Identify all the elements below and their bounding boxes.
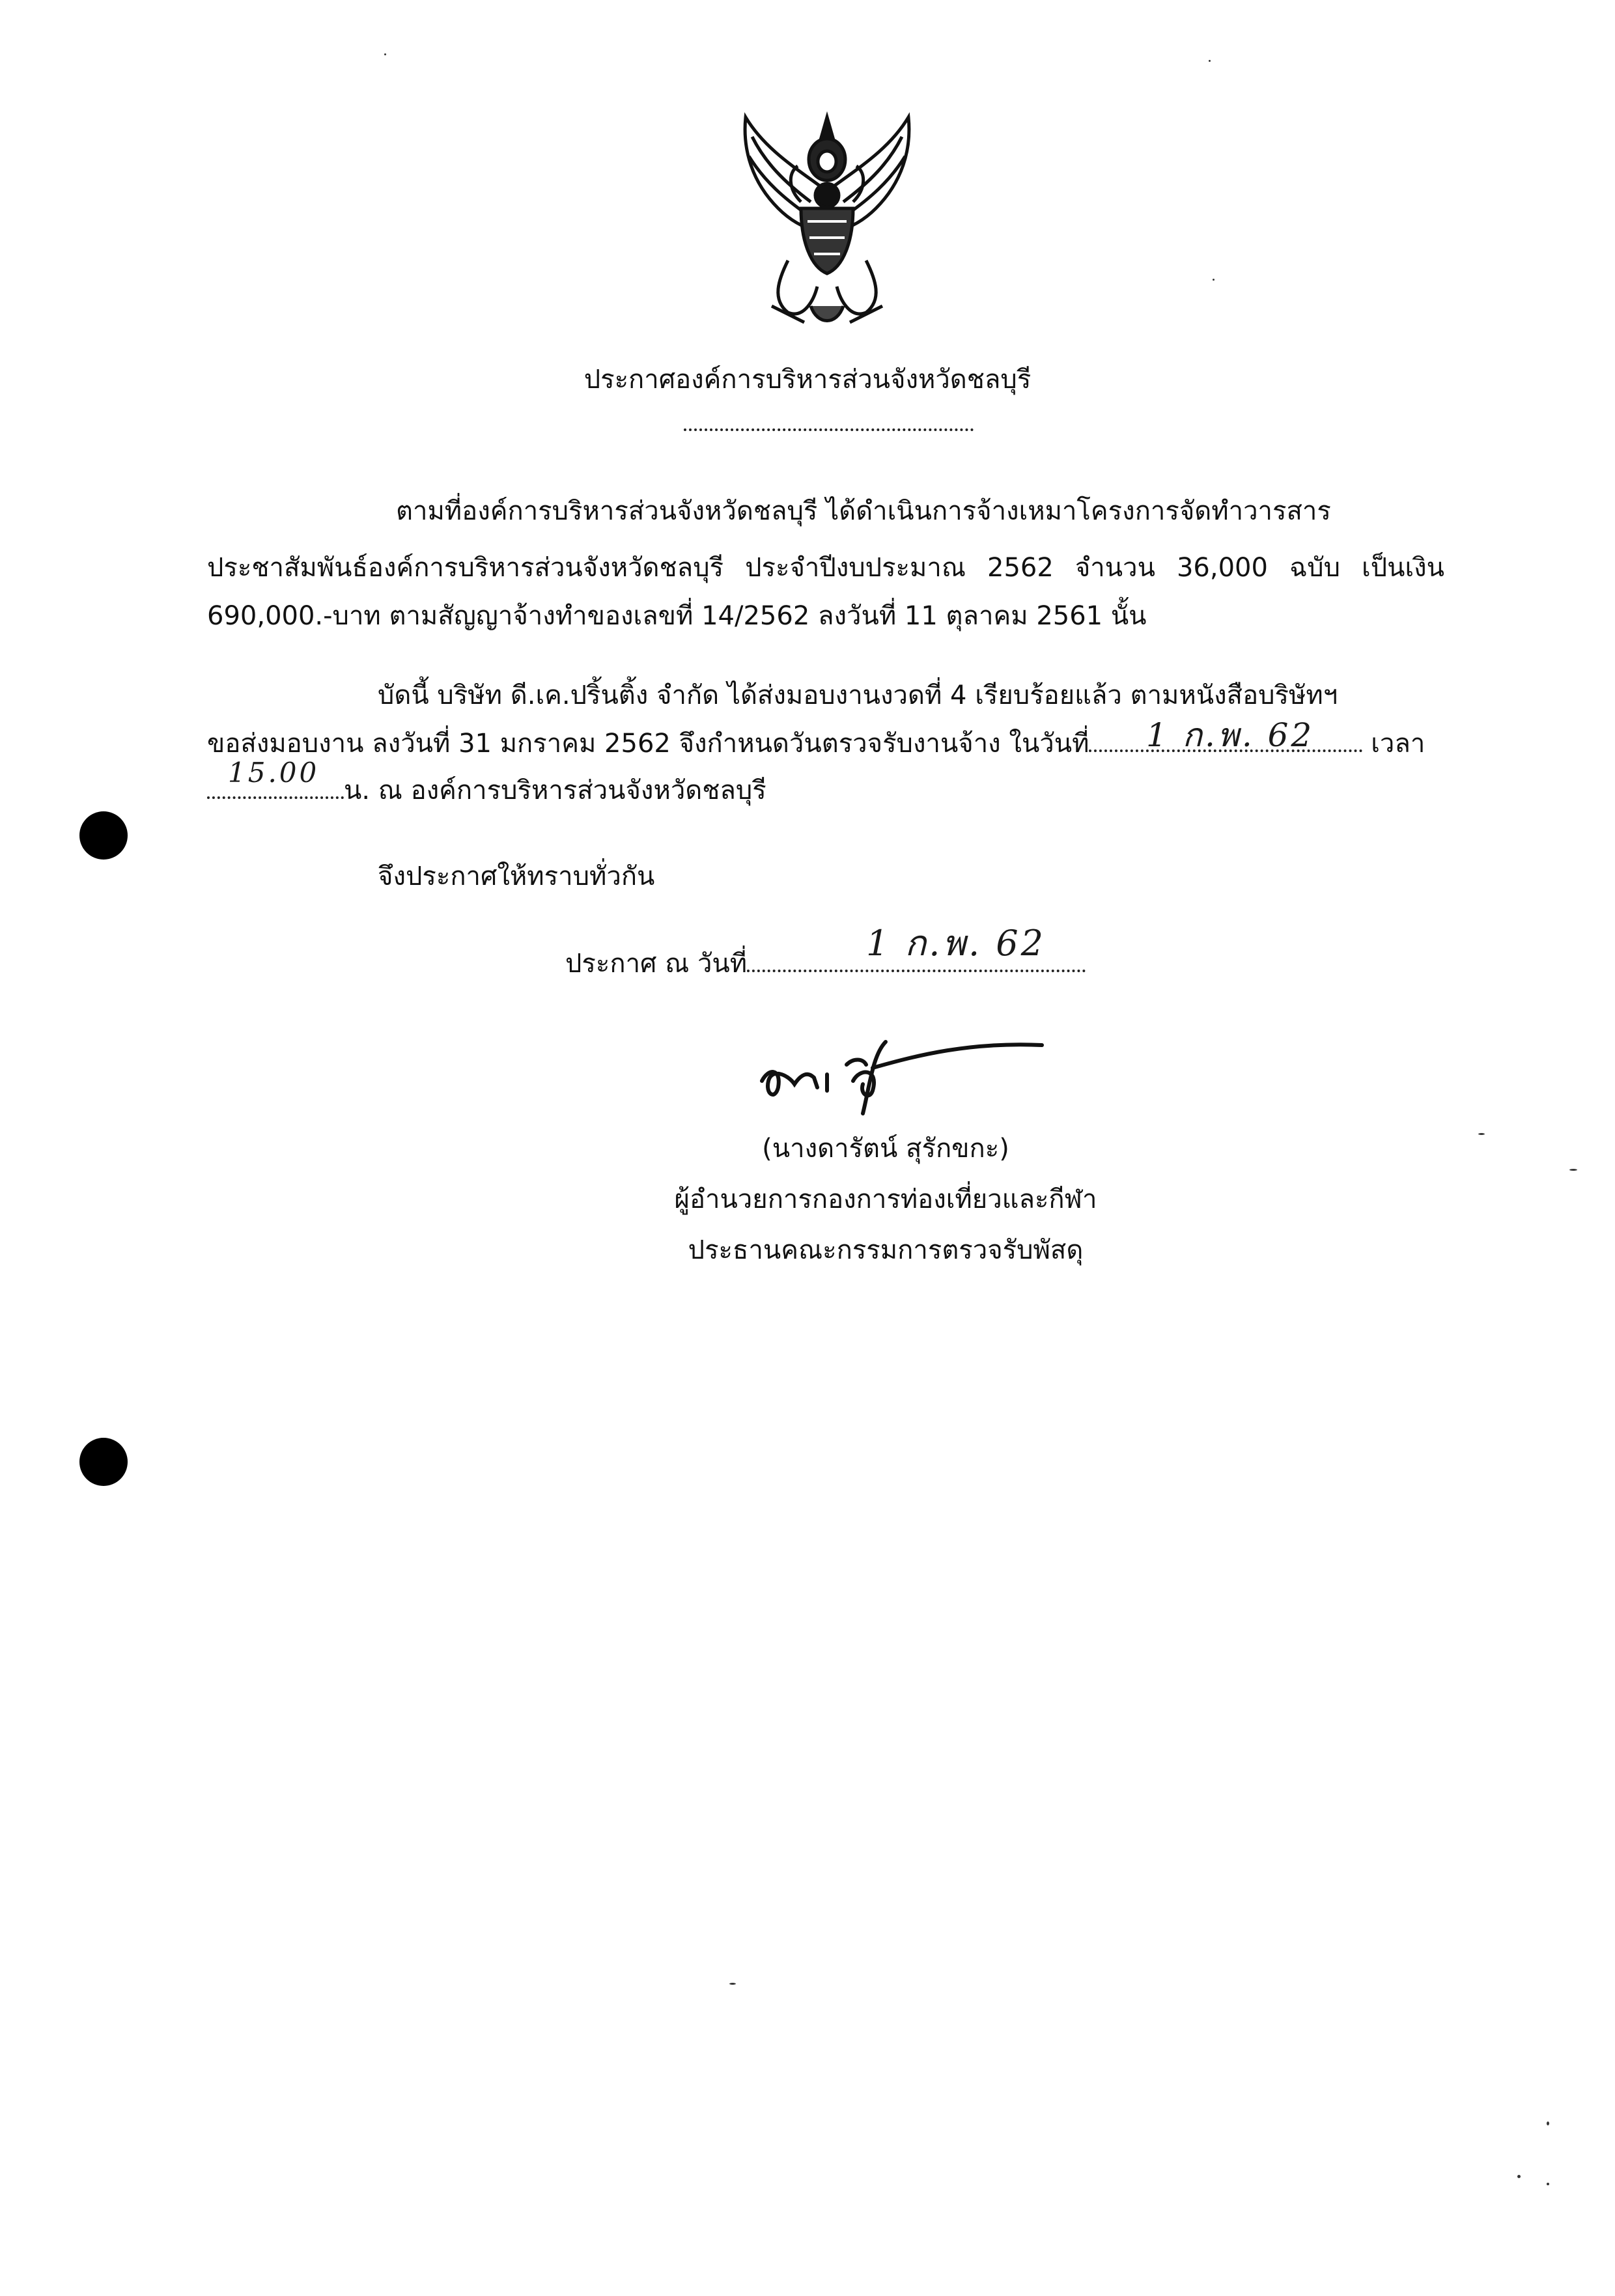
scan-speck (1569, 1169, 1577, 1171)
paragraph1-line3: 690,000.-บาท ตามสัญญาจ้างทำของเลขที่ 14/2562 ลงวันที่ 11 ตุลาคม 2561 นั้น (207, 601, 1147, 631)
scan-speck (1478, 1133, 1485, 1135)
signatory-position2: ประธานคณะกรรมการตรวจรับพัสดุ (688, 1235, 1084, 1265)
scan-speck (729, 1983, 736, 1985)
scan-speck (1517, 2175, 1521, 2178)
paragraph2-line3-text: น. ณ องค์การบริหารส่วนจังหวัดชลบุรี (344, 776, 766, 805)
handwritten-announce-date: 1 ก.พ. 62 (866, 923, 1046, 964)
scan-speck (1213, 279, 1215, 281)
paragraph2-line1: บัดนี้ บริษัท ดี.เค.ปริ้นติ้ง จำกัด ได้ส่งมอบงานงวดที่ 4 เรียบร้อยแล้ว ตามหนังสือบริษัทฯ (378, 680, 1338, 710)
binder-hole-bottom (79, 1438, 128, 1486)
handwritten-inspection-time: 15.00 (228, 757, 320, 789)
garuda-emblem-icon (726, 111, 928, 332)
document-title: ประกาศองค์การบริหารส่วนจังหวัดชลบุรี (583, 365, 1032, 395)
scan-speck (384, 53, 386, 55)
announce-date-label: ประกาศ ณ วันที่ (565, 949, 748, 979)
scan-speck (1547, 2121, 1549, 2125)
paragraph2-line3 (207, 772, 1444, 809)
paragraph1-line1: ตามที่องค์การบริหารส่วนจังหวัดชลบุรี ได้ดำเนินการจ้างเหมาโครงการจัดทำวารสาร (396, 496, 1331, 526)
closing-text: จึงประกาศให้ทราบทั่วกัน (378, 861, 655, 891)
scan-speck (1209, 60, 1211, 62)
binder-hole-top (79, 811, 128, 860)
paragraph2-line2-text: ขอส่งมอบงาน ลงวันที่ 31 มกราคม 2562 จึงกำหนดวันตรวจรับงานจ้าง ในวันที่ (207, 729, 1089, 759)
paragraph2-line2-suffix: เวลา (1371, 729, 1425, 759)
title-dotted-rule (684, 428, 974, 431)
signature-icon (749, 1029, 1048, 1120)
scan-speck (1547, 2183, 1549, 2185)
paragraph1-line2: ประชาสัมพันธ์องค์การบริหารส่วนจังหวัดชลบุรี ประจำปีงบประมาณ 2562 จำนวน 36,000 ฉบับ เป็นเงิน (207, 553, 1444, 583)
signatory-position1: ผู้อำนวยการกองการท่องเที่ยวและกีฬา (674, 1184, 1097, 1214)
handwritten-inspection-date: 1 ก.พ. 62 (1146, 716, 1315, 754)
signatory-name: (นางดารัตน์ สุรักขกะ) (762, 1134, 1009, 1164)
